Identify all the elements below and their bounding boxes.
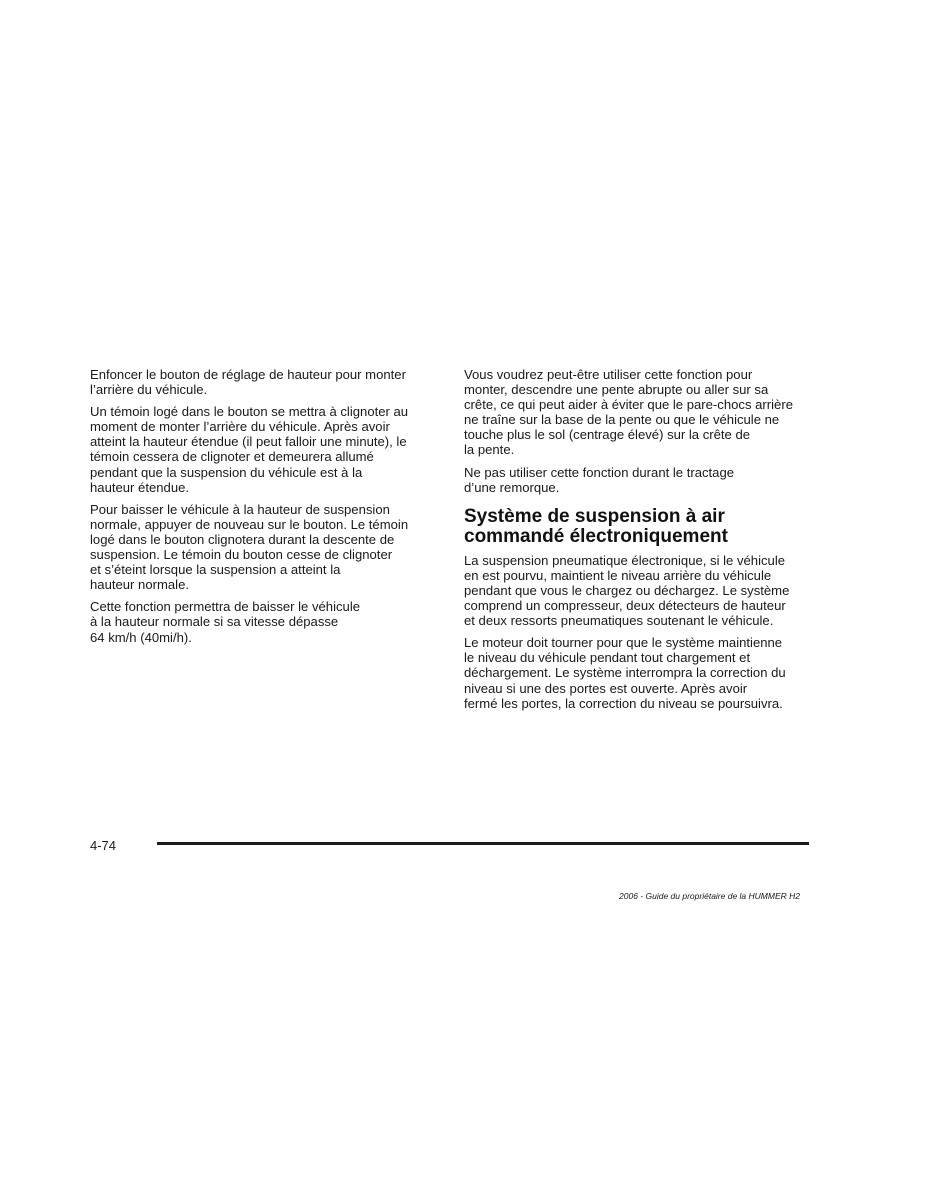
text-line: en est pourvu, maintient le niveau arrière du véhicule (464, 567, 772, 583)
text-line: hauteur normale. (90, 577, 189, 593)
text-line: moment de monter l’arrière du véhicule. Après avoir (90, 419, 390, 435)
right-column (464, 367, 804, 718)
text-line: niveau si une des portes est ouverte. Après avoir (464, 680, 748, 696)
text-line: Un témoin logé dans le bouton se mettra à clignoter au (90, 404, 409, 420)
text-line: déchargement. Le système interrompra la correction du (464, 665, 786, 681)
text-line: normale, appuyer de nouveau sur le bouton. Le témoin (90, 516, 409, 532)
paragraph-lower-vehicle (90, 502, 430, 593)
text-line: l’arrière du véhicule. (90, 382, 208, 398)
text-line: Ne pas utiliser cette fonction durant le tractage (464, 464, 735, 480)
text-line: 64 km/h (40mi/h). (90, 629, 192, 645)
text-line: à la hauteur normale si sa vitesse dépasse (90, 614, 339, 630)
heading-line: commandé électroniquement (464, 525, 728, 547)
footer-divider (157, 842, 809, 845)
text-line: fermé les portes, la correction du niveau se poursuivra. (464, 695, 783, 711)
paragraph-slope-usage (464, 367, 804, 458)
paragraph-suspension-description (464, 553, 804, 628)
text-line: Pour baisser le véhicule à la hauteur de suspension (90, 501, 390, 517)
text-line: le niveau du véhicule pendant tout chargement et (464, 650, 751, 666)
text-line: pendant que vous le chargez ou déchargez. Le système (464, 582, 790, 598)
text-line: la pente. (464, 442, 515, 458)
paragraph-engine-running (464, 635, 804, 710)
footer-publication-title: 2006 - Guide du propriétaire de la HUMMER H2 (619, 891, 800, 901)
text-line: d’une remorque. (464, 479, 560, 495)
text-line: pendant que la suspension du véhicule est à la (90, 464, 363, 480)
paragraph-speed-lower (90, 599, 430, 644)
text-line: et s’éteint lorsque la suspension a atteint la (90, 562, 341, 578)
paragraph-raise-button (90, 367, 430, 397)
text-line: Vous voudrez peut-être utiliser cette fonction pour (464, 367, 753, 382)
text-line: monter, descendre une pente abrupte ou aller sur sa (464, 382, 769, 398)
page-number: 4-74 (90, 838, 117, 853)
text-line: touche plus le sol (centrage élevé) sur la crête de (464, 427, 751, 443)
text-line: témoin cessera de clignoter et demeurera allumé (90, 449, 374, 465)
text-line: Cette fonction permettra de baisser le véhicule (90, 599, 361, 615)
paragraph-indicator-light (90, 404, 430, 495)
paragraph-towing-warning (464, 465, 804, 495)
text-line: Enfoncer le bouton de réglage de hauteur pour monter (90, 367, 406, 382)
text-line: crête, ce qui peut aider à éviter que le pare-chocs arrière (464, 397, 793, 413)
text-line: comprend un compresseur, deux détecteurs de hauteur (464, 598, 786, 614)
text-line: La suspension pneumatique électronique, si le véhicule (464, 552, 786, 568)
text-line: suspension. Le témoin du bouton cesse de clignoter (90, 547, 393, 563)
heading-line: Système de suspension à air (464, 505, 725, 527)
text-line: et deux ressorts pneumatiques soutenant le véhicule. (464, 613, 774, 629)
text-line: atteint la hauteur étendue (il peut falloir une minute), le (90, 434, 407, 450)
text-line: Le moteur doit tourner pour que le système maintienne (464, 635, 783, 651)
text-line: ne traîne sur la base de la pente ou que le véhicule ne (464, 412, 780, 428)
text-line: hauteur étendue. (90, 479, 190, 495)
left-column (90, 367, 430, 652)
text-line: logé dans le bouton clignotera durant la descente de (90, 531, 395, 547)
section-heading (464, 507, 804, 547)
